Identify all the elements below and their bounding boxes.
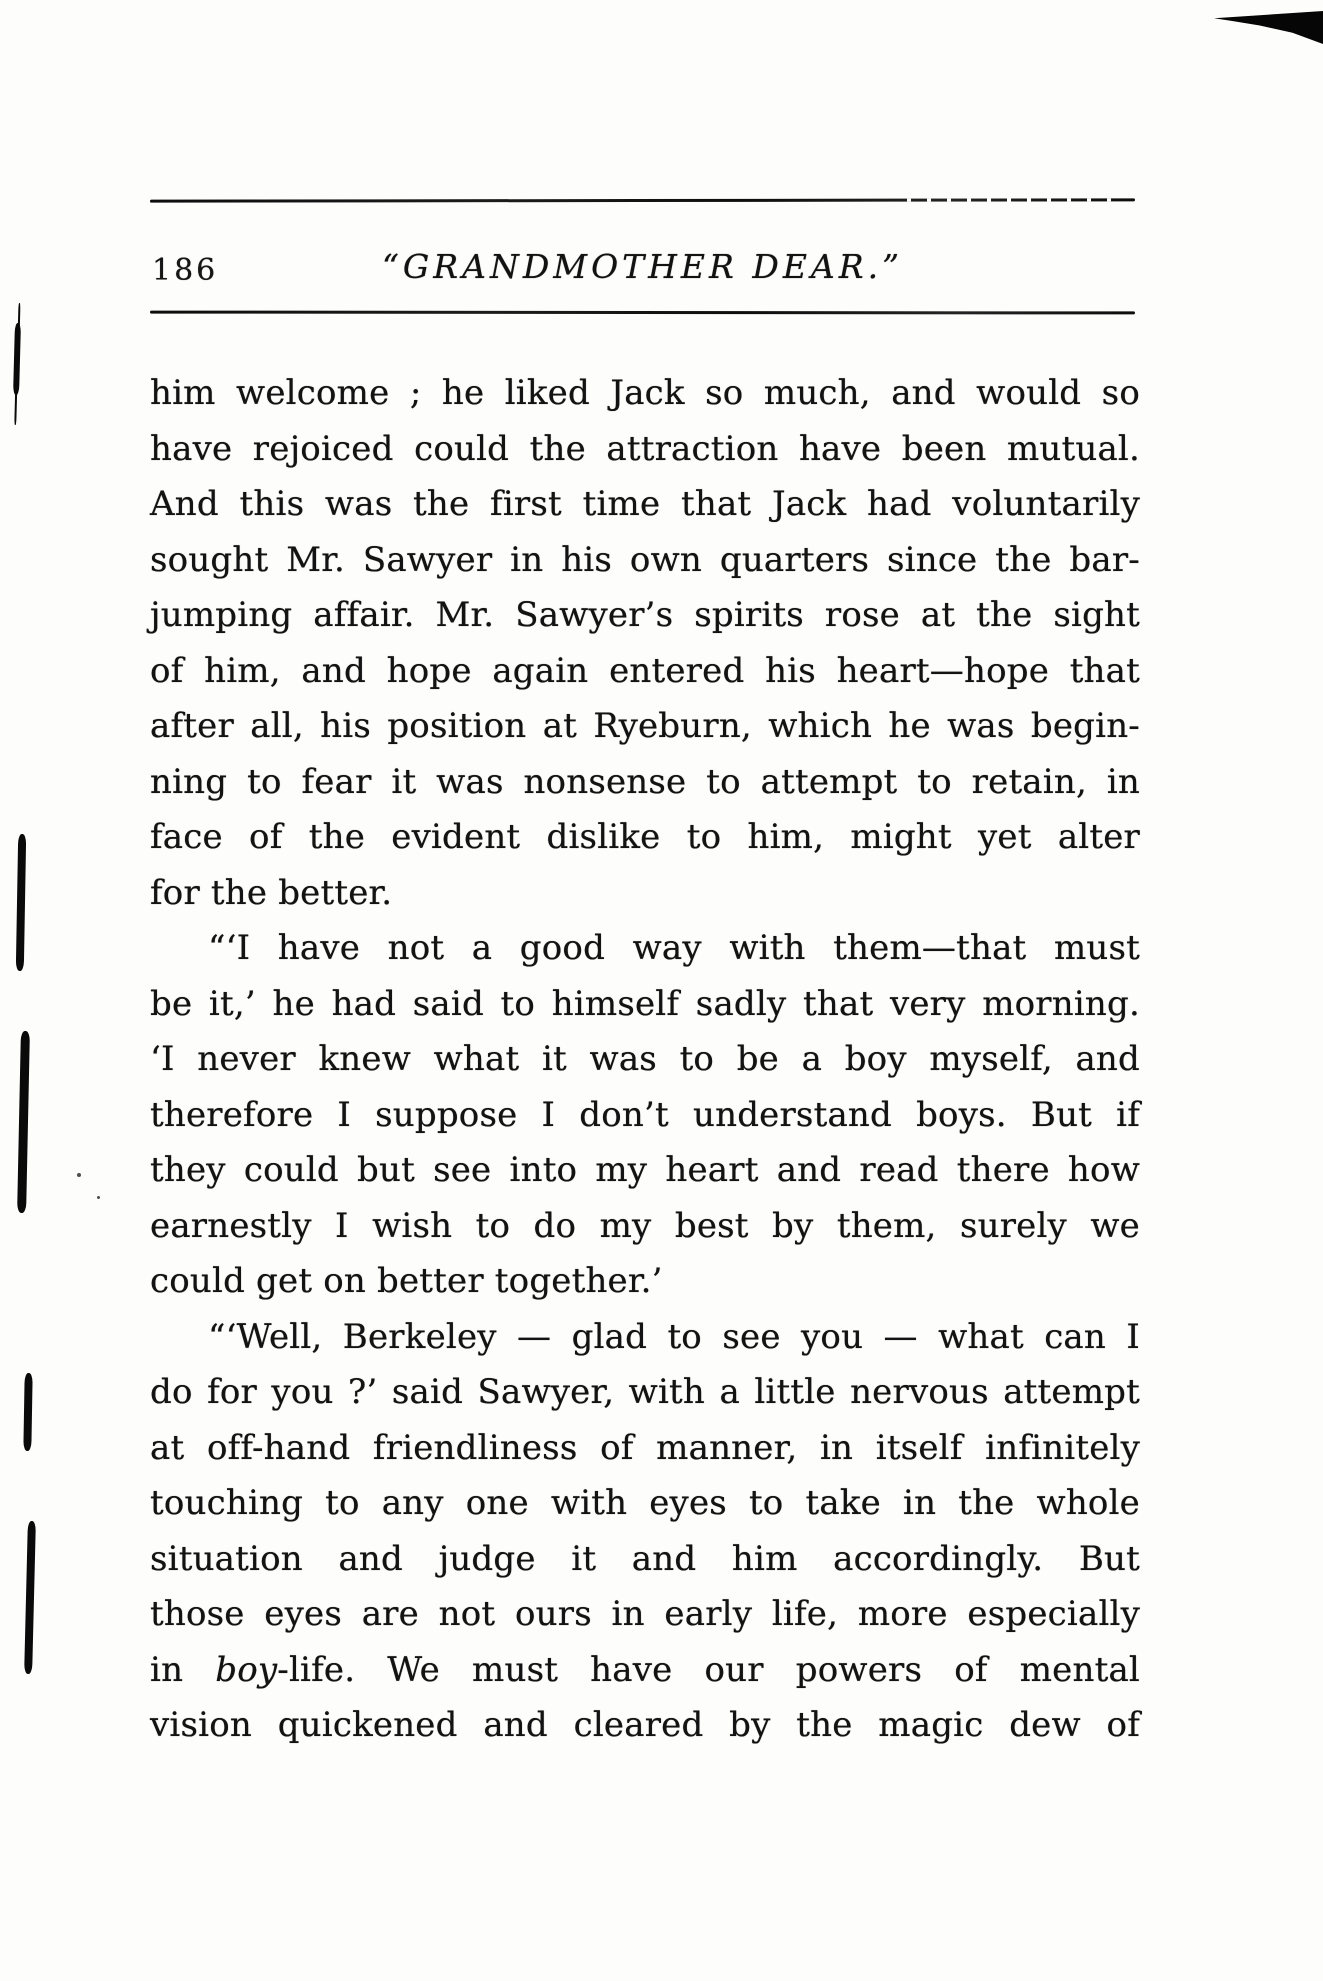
text-line: earnestly I wish to do my best by them, surely we: [150, 1205, 1140, 1246]
text-line: ‘I never knew what it was to be a boy myself, and: [150, 1039, 1140, 1079]
text-line: ning to fear it was nonsense to attempt to retain, in: [150, 761, 1140, 802]
running-title: “GRANDMOTHER DEAR.”: [382, 247, 903, 286]
margin-ink-mark: [16, 834, 26, 971]
margin-ink-mark: [13, 323, 21, 395]
text-line: face of the evident dislike to him, might yet alter: [150, 817, 1140, 857]
text-line: sought Mr. Sawyer in his own quarters since the bar-: [150, 539, 1140, 580]
text-line: therefore I suppose I don’t understand boys. But if: [150, 1094, 1140, 1135]
text-line: after all, his position at Ryeburn, which he was begin-: [150, 706, 1140, 746]
text-line: those eyes are not ours in early life, more especially: [150, 1594, 1140, 1634]
text-line: him welcome ; he liked Jack so much, and would so: [150, 373, 1140, 413]
text-line: touching to any one with eyes to take in the whole: [150, 1483, 1140, 1523]
text-line: do for you ?’ said Sawyer, with a little nervous attempt: [150, 1372, 1140, 1412]
text-line: “‘I have not a good way with them—that must: [208, 928, 1140, 968]
text-line: of him, and hope again entered his heart—hope that: [150, 650, 1140, 691]
text-line: jumping affair. Mr. Sawyer’s spirits rose at the sight: [150, 595, 1140, 635]
text-line: vision quickened and cleared by the magic dew of: [150, 1705, 1140, 1745]
scan-speck: [97, 1196, 100, 1199]
text-line: situation and judge it and him accordingly. But: [150, 1538, 1140, 1579]
text-line: they could but see into my heart and read there how: [150, 1150, 1140, 1190]
page-corner-shadow: [1214, 11, 1323, 44]
text-line: And this was the first time that Jack had voluntarily: [150, 484, 1140, 524]
text-line: at off-hand friendliness of manner, in itself infinitely: [150, 1427, 1140, 1468]
margin-ink-mark: [24, 1521, 36, 1674]
text-line: in boy-life. We must have our powers of mental: [150, 1649, 1140, 1690]
text-line: be it,’ he had said to himself sadly that very morning.: [150, 983, 1140, 1024]
text-line: have rejoiced could the attraction have been mutual.: [150, 428, 1140, 469]
page-number: 186: [152, 253, 219, 288]
header-rule-top: [150, 198, 1135, 202]
margin-ink-mark: [23, 1373, 32, 1451]
header-rule-bottom: [150, 311, 1135, 315]
scan-speck: [77, 1173, 81, 1177]
body-text: [150, 366, 1140, 1754]
text-line: could get on better together.’: [150, 1261, 663, 1301]
page-header: [150, 247, 1135, 299]
margin-ink-mark: [17, 1031, 30, 1213]
text-line: “‘Well, Berkeley — glad to see you — what can I: [208, 1316, 1140, 1357]
text-line: for the better.: [150, 872, 393, 913]
